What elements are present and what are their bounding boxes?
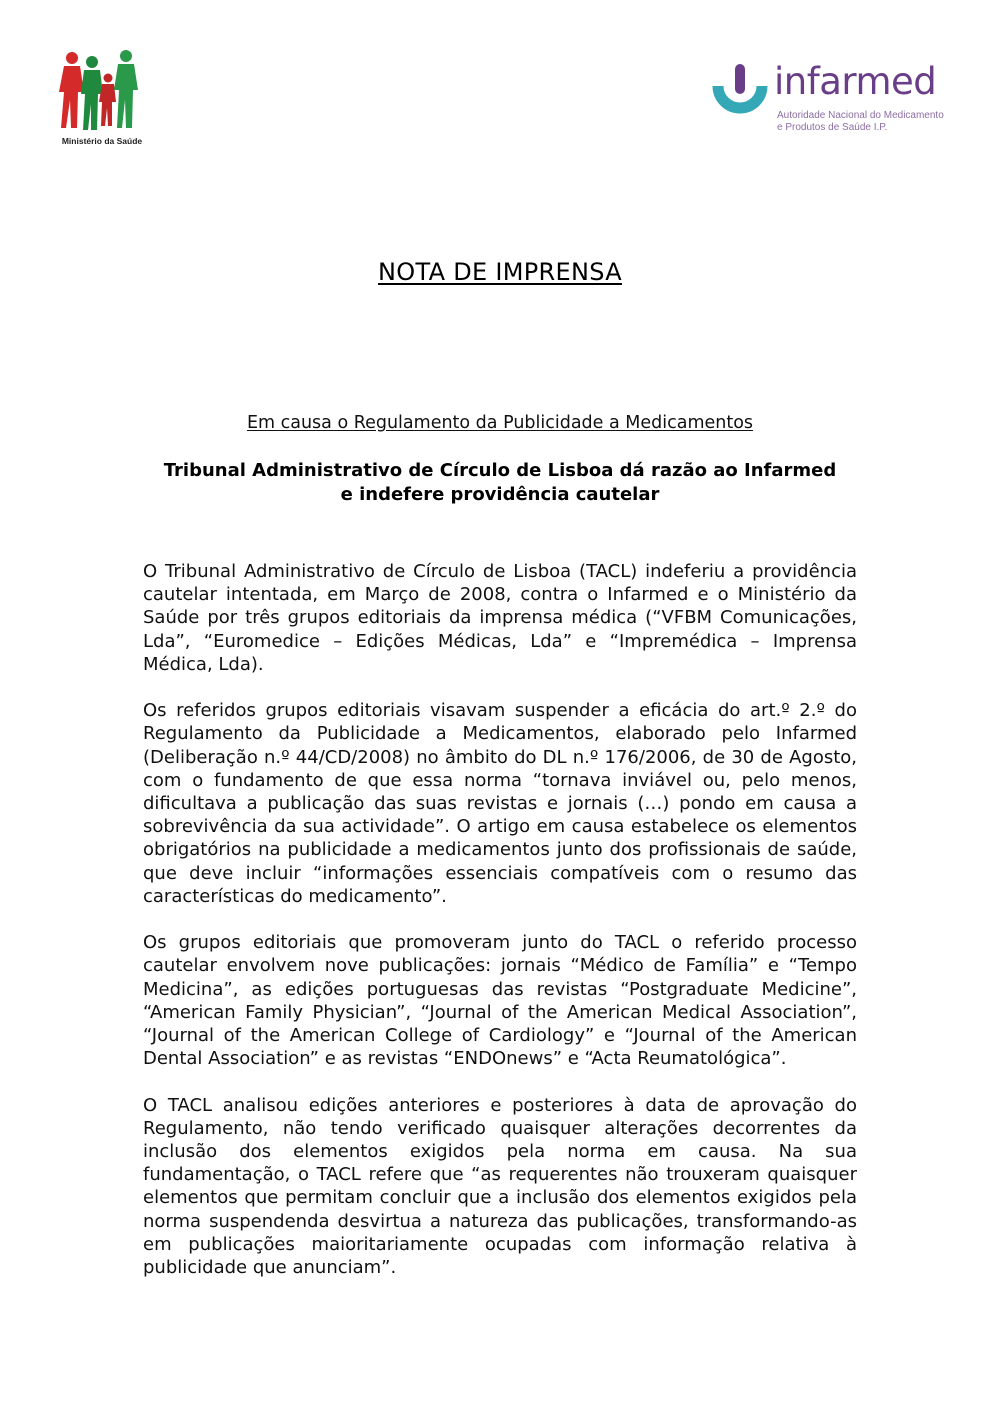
infarmed-brand: infarmed <box>774 60 937 103</box>
paragraph-3: Os grupos editoriais que promoveram junto do TACL o referido processo cautelar envolvem nove publicações: jornais “Médico de Família” e “Tempo Medicina”, as edições portuguesas das revistas “Postgraduate Medicine”, “American Family Physician”, “Journal of the American Medical Association”, “Journal of the American College of Cardiology” e “Journal of the American Dental Association” e as revistas “ENDOnews” e “Acta Reumatológica”. <box>143 932 857 1070</box>
ministerio-saude-logo <box>52 48 152 148</box>
paragraph-4: O TACL analisou edições anteriores e posteriores à data de aprovação do Regulamento, não tendo verificado quaisquer alterações decorrentes da inclusão dos elementos exigidos pela norma em causa. Na sua fundamentação, o TACL refere que “as requerentes não trouxeram quaisquer elementos que permitam concluir que a inclusão dos elementos exigidos pela norma suspendenda desvirtua a natureza das publicações, transformando-as em publicações maioritariamente ocupadas com informação relativa à publicidade que anunciam”. <box>143 1094 857 1279</box>
headline-line2: e indefere providência cautelar <box>340 484 660 505</box>
infarmed-logo-mark-icon <box>712 62 768 118</box>
document-subtitle: Em causa o Regulamento da Publicidade a Medicamentos <box>246 413 754 433</box>
infarmed-subtitle-line2: e Produtos de Saúde I.P. <box>777 122 888 133</box>
infarmed-subtitle <box>777 110 944 134</box>
body-text <box>143 560 857 1302</box>
infarmed-logo <box>712 60 952 140</box>
ministerio-saude-caption: Ministério da Saúde <box>61 136 143 146</box>
ministerio-saude-figures-icon <box>58 48 144 134</box>
headline <box>0 459 1000 507</box>
document-title: NOTA DE IMPRENSA <box>378 258 622 286</box>
paragraph-2: Os referidos grupos editoriais visavam suspender a eficácia do art.º 2.º do Regulamento da Publicidade a Medicamentos, elaborado pelo Infarmed (Deliberação n.º 44/CD/2008) no âmbito do DL n.º 176/2006, de 30 de Agosto, com o fundamento de que essa norma “tornava inviável ou, pelo menos, dificultava a publicação das suas revistas e jornais (…) pondo em causa a sobrevivência da sua actividade”. O artigo em causa estabelece os elementos obrigatórios na publicidade a medicamentos junto dos profissionais de saúde, que deve incluir “informações essenciais compatíveis com o resumo das características do medicamento”. <box>143 700 857 907</box>
headline-line1: Tribunal Administrativo de Círculo de Lisboa dá razão ao Infarmed <box>163 460 837 481</box>
infarmed-subtitle-line1: Autoridade Nacional do Medicamento <box>777 110 944 121</box>
paragraph-1: O Tribunal Administrativo de Círculo de Lisboa (TACL) indeferiu a providência cautelar intentada, em Março de 2008, contra o Infarmed e o Ministério da Saúde por três grupos editoriais da imprensa médica (“VFBM Comunicações, Lda”, “Euromedice – Edições Médicas, Lda” e “Impremédica – Imprensa Médica, Lda). <box>143 561 857 675</box>
